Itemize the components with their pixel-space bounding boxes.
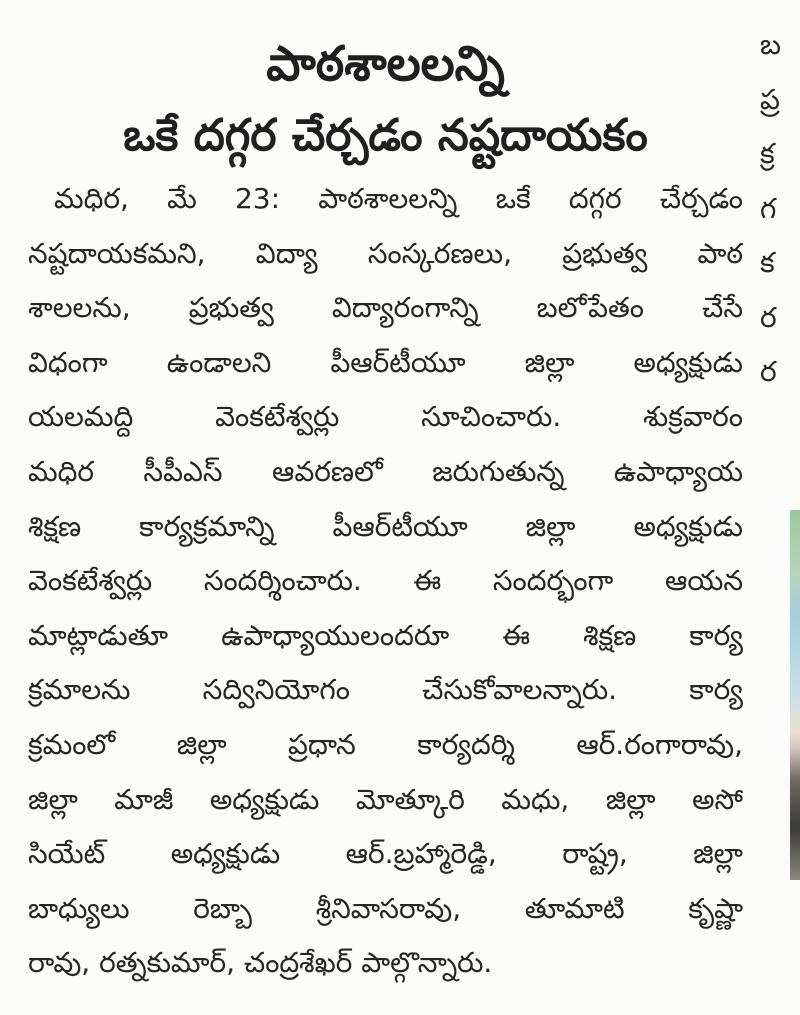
body-line: మాట్లాడుతూ ఉపాధ్యాయులందరూ ఈ శిక్షణ కార్య [28,618,743,652]
adjacent-text-fragment: క [760,246,775,279]
body-line: నష్టదాయకమని, విద్యా సంస్కరణలు, ప్రభుత్వ పాఠ [28,236,743,270]
body-line: విధంగా ఉండాలని పీఆర్‌టీయూ జిల్లా అధ్యక్షుడు [28,345,743,379]
adjacent-text-fragment: క్ర [760,137,775,170]
body-line: వెంకటేశ్వర్లు సందర్శించారు. ఈ సందర్భంగా ఆయన [28,564,743,598]
headline-line-2: ఒకే దగ్గర చేర్చడం నష్టదాయకం [123,110,648,161]
body-line: యలమద్ది వెంకటేశ్వర్లు సూచించారు. శుక్రవారం [28,400,743,434]
adjacent-text-fragment: ర [760,355,777,388]
body-line: జిల్లా మాజీ అధ్యక్షుడు మోత్కూరి మధు, జిల్లా అసో [28,782,743,816]
adjacent-text-fragment: బ [760,28,782,61]
headline-line-1: పాఠశాలలన్ని [266,36,505,92]
article-headline [28,28,743,172]
body-line: క్రమాలను సద్వినియోగం చేసుకోవాలన్నారు. కార్య [28,673,743,707]
body-line: రావు, రత్నకుమార్, చంద్రశేఖర్ పాల్గొన్నారు. [28,946,493,980]
body-line: మధిర సీపీఎస్ ఆవరణలో జరుగుతున్న ఉపాధ్యాయ [28,454,743,488]
article-body [28,172,743,991]
adjacent-article-column [760,18,800,400]
body-line: శిక్షణ కార్యక్రమాన్ని పీఆర్‌టీయూ జిల్లా అధ్యక్షుడు [28,509,743,543]
adjacent-text-fragment: ప్ర [760,82,780,116]
adjacent-text-fragment: గ [760,191,777,225]
adjacent-text-fragment: ర [760,300,777,334]
body-line: శాలలను, ప్రభుత్వ విద్యారంగాన్ని బలోపేతం చేసే [28,291,743,325]
body-line: బాధ్యులు రెబ్బా శ్రీనివాసరావు, తూమాటి కృష్ణా [28,891,743,925]
body-line: క్రమంలో జిల్లా ప్రధాన కార్యదర్శి ఆర్.రంగారావు, [28,727,743,761]
adjacent-photo-fragment [790,510,800,880]
body-line: సియేట్ అధ్యక్షుడు ఆర్.బ్రహ్మారెడ్డి, రాష్ట్ర, జిల్లా [28,837,743,871]
body-line: మధిర, మే 23: పాఠశాలలన్ని ఒకే దగ్గర చేర్చడం [54,182,743,215]
